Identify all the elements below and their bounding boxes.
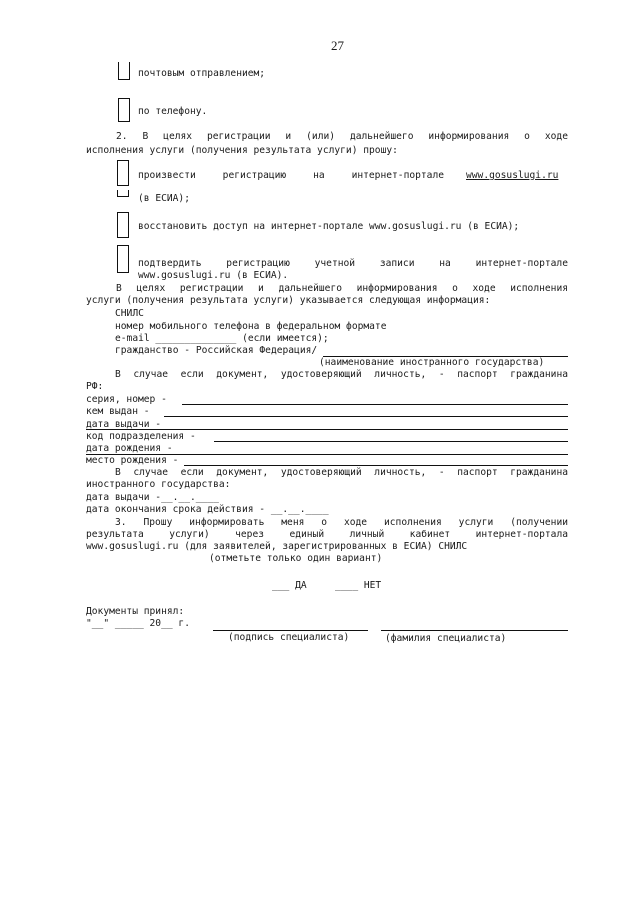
register-checkbox-bottom — [117, 190, 129, 197]
confirm-registration-label: подтвердить регистрацию учетной записи на интернет-портале — [138, 258, 568, 269]
accepted-date-field[interactable]: "__" _____ 20__ г. — [86, 618, 190, 629]
accepted-label: Документы принял: — [86, 606, 185, 617]
division-code-label: код подразделения - — [86, 431, 196, 442]
division-code-field[interactable] — [214, 441, 568, 442]
issue-date-label: дата выдачи - — [86, 419, 162, 430]
birth-date-label: дата рождения - — [86, 443, 173, 454]
signature-caption: (подпись специалиста) — [228, 632, 350, 643]
issue-date-field[interactable] — [86, 429, 568, 430]
series-number-label: серия, номер - — [86, 394, 167, 405]
foreign-state-caption: (наименование иностранного государства) — [319, 357, 545, 368]
gosuslugi-link[interactable]: www.gosuslugi.ru — [466, 170, 559, 181]
info-intro-line2: услуги (получения результата услуги) указывается следующая информация: — [86, 295, 491, 306]
register-option-esia: (в ЕСИА); — [138, 193, 190, 204]
postal-checkbox[interactable] — [118, 62, 130, 80]
birth-place-field[interactable] — [184, 465, 568, 466]
passport-rf-intro-line2: РФ: — [86, 381, 104, 392]
mobile-label: номер мобильного телефона в федеральном формате — [115, 321, 387, 332]
section3-line2: результата услуги) через единый личный кабинет интернет-портала — [86, 529, 568, 540]
foreign-expiry-date-field[interactable]: дата окончания срока действия - __.__.____ — [86, 504, 329, 515]
postal-option-label: почтовым отправлением; — [138, 68, 266, 79]
section2-intro-line2: исполнения услуги (получения результата услуги) прошу: — [86, 145, 398, 156]
snils-label: СНИЛС — [115, 308, 144, 319]
foreign-issue-date-field[interactable]: дата выдачи -__.__.____ — [86, 492, 219, 503]
birth-place-label: место рождения - — [86, 455, 179, 466]
page-number: 27 — [331, 38, 344, 53]
issued-by-label: кем выдан - — [86, 406, 150, 417]
passport-foreign-intro-line1: В случае если документ, удостоверяющий личность, - паспорт гражданина — [115, 467, 568, 478]
register-checkbox[interactable] — [117, 160, 129, 186]
restore-access-label: восстановить доступ на интернет-портале www.gosuslugi.ru (в ЕСИА); — [138, 221, 520, 232]
phone-checkbox[interactable] — [118, 98, 130, 122]
surname-caption: (фамилия специалиста) — [385, 633, 507, 644]
passport-foreign-intro-line2: иностранного государства: — [86, 479, 231, 490]
restore-access-checkbox[interactable] — [117, 212, 129, 238]
no-option[interactable]: ____ НЕТ — [335, 580, 382, 591]
info-intro-line1: В целях регистрации и дальнейшего информирования о ходе исполнения — [116, 283, 568, 294]
phone-option-label: по телефону. — [138, 106, 208, 117]
signature-line[interactable] — [213, 630, 368, 631]
section3-line3: www.gosuslugi.ru (для заявителей, зарегистрированных в ЕСИА) СНИЛС — [86, 541, 468, 552]
register-option-label: произвести регистрацию на интернет-портале — [138, 170, 444, 181]
confirm-registration-link: www.gosuslugi.ru (в ЕСИА). — [138, 270, 289, 281]
email-field[interactable]: e-mail ______________ (если имеется); — [115, 333, 329, 344]
series-number-field[interactable] — [182, 404, 568, 405]
passport-rf-intro-line1: В случае если документ, удостоверяющий личность, - паспорт гражданина — [115, 369, 568, 380]
yes-option[interactable]: ___ ДА — [272, 580, 307, 591]
section2-intro-line1: 2. В целях регистрации и (или) дальнейшего информирования о ходе — [116, 131, 568, 142]
section3-line1: 3. Прошу информировать меня о ходе исполнения услуги (получении — [115, 517, 568, 528]
section3-note: (отметьте только один вариант) — [209, 553, 383, 564]
confirm-registration-checkbox[interactable] — [117, 245, 129, 273]
surname-line[interactable] — [381, 630, 568, 631]
issued-by-field[interactable] — [164, 416, 568, 417]
citizenship-label: гражданство - Российская Федерация/ — [115, 345, 318, 356]
